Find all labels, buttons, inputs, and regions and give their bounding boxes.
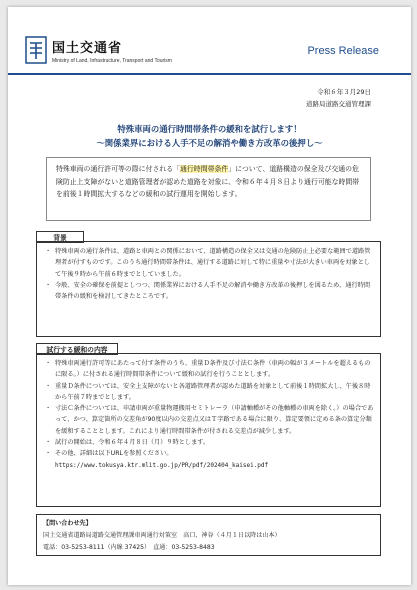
ministry-emblem-icon <box>24 35 48 65</box>
trial-item: ・ 試行の開始は、令和６年４月８日（月）９時とします。 <box>55 437 374 448</box>
background-section <box>36 241 381 337</box>
background-item: ・ 今般、安全の確保を前提としつつ、関係業界における人手不足の解消や働き方改革の後押しを図るため、通行時間帯条件の緩和を検討してきたところです。 <box>55 280 374 303</box>
detail-link[interactable]: https://www.tokusya.ktr.mlit.go.jp/PR/pdf/202404_kaisei.pdf <box>55 461 269 469</box>
intro-summary <box>46 157 371 221</box>
intro-text-pre: 特殊車両の通行許可等の際に付される「 <box>56 165 181 173</box>
contact-phone: 電話：03-5253-8111（内線 37425） 直通：03-5253-8483 <box>43 544 215 551</box>
intro-highlight: 通行時間帯条件 <box>180 165 229 173</box>
page-title <box>26 122 393 150</box>
background-item: ・ 特殊車両の通行条件は、道路と車両との関係において、道路構造の保全又は交通の危険防止上必要な範囲で道路管理者が付すものです。このうち通行時間帯条件は、通行する道路に対して特に重量や寸法が大きい車両を対象として午後９時から午前６時までとしていました。 <box>55 246 374 280</box>
document-page <box>8 7 411 585</box>
trial-item: ・ 特殊車両通行許可等にあたって付す条件のうち、重量Ｄ条件及び寸法Ｃ条件（車両の幅が３メートルを超えるものに限る。）に付される通行時間帯条件について緩和の試行を行うこととします。 <box>55 358 374 381</box>
contact-box <box>36 514 381 556</box>
org-name: 国土交通省 <box>52 41 123 56</box>
trial-more-info: ・ その他、詳細は以下URLを参照ください。 <box>55 448 374 459</box>
press-release-label: Press Release <box>307 45 379 57</box>
issuing-division: 道路局道路交通管理課 <box>306 100 371 108</box>
release-date: 令和６年３月29日 <box>317 88 371 96</box>
trial-section <box>36 353 381 507</box>
title-subtitle: 〜関係業界における人手不足の解消や働き方改革の後押し〜 <box>96 138 323 148</box>
background-heading: 背景 <box>36 231 84 243</box>
title-main: 特殊車両の通行時間帯条件の緩和を試行します！ <box>117 124 302 134</box>
contact-office: 国土交通省道路局道路交通管理課車両通行対策室 高口、神谷（４月１日以降は山本） <box>43 532 281 539</box>
trial-item: ・ 重量Ｄ条件については、安全上支障がないと各道路管理者が認めた道路を対象として前後１時間拡大し、午後８時から午前７時までとします。 <box>55 381 374 404</box>
org-name-english: Ministry of Land, Infrastructure, Transport and Tourism <box>52 58 172 64</box>
intro-text-post: 」について、道路構造の保全及び交通の危険防止上支障がないと道路管理者が認めた道路を対象に、令和６年４月８日より通行可能な時間帯を前後１時間拡大するなどの緩和の試行運用を開始します。 <box>56 165 360 198</box>
contact-heading: 【問い合わせ先】 <box>43 520 92 527</box>
trial-item: ・ 寸法Ｃ条件については、申請車両が重量物運搬用セミトレーラ（申請軸種がその他軸種の車両を除く。）の場合であって、かつ、算定箇所の交差角が90度以内の交差点又はＴ字路である場合に限り、算定要領に定める条の算定分類を緩和することとします。これにより通行時間帯条件が付される交差点が減少します。 <box>55 403 374 437</box>
trial-heading: 試行する緩和の内容 <box>36 343 118 355</box>
